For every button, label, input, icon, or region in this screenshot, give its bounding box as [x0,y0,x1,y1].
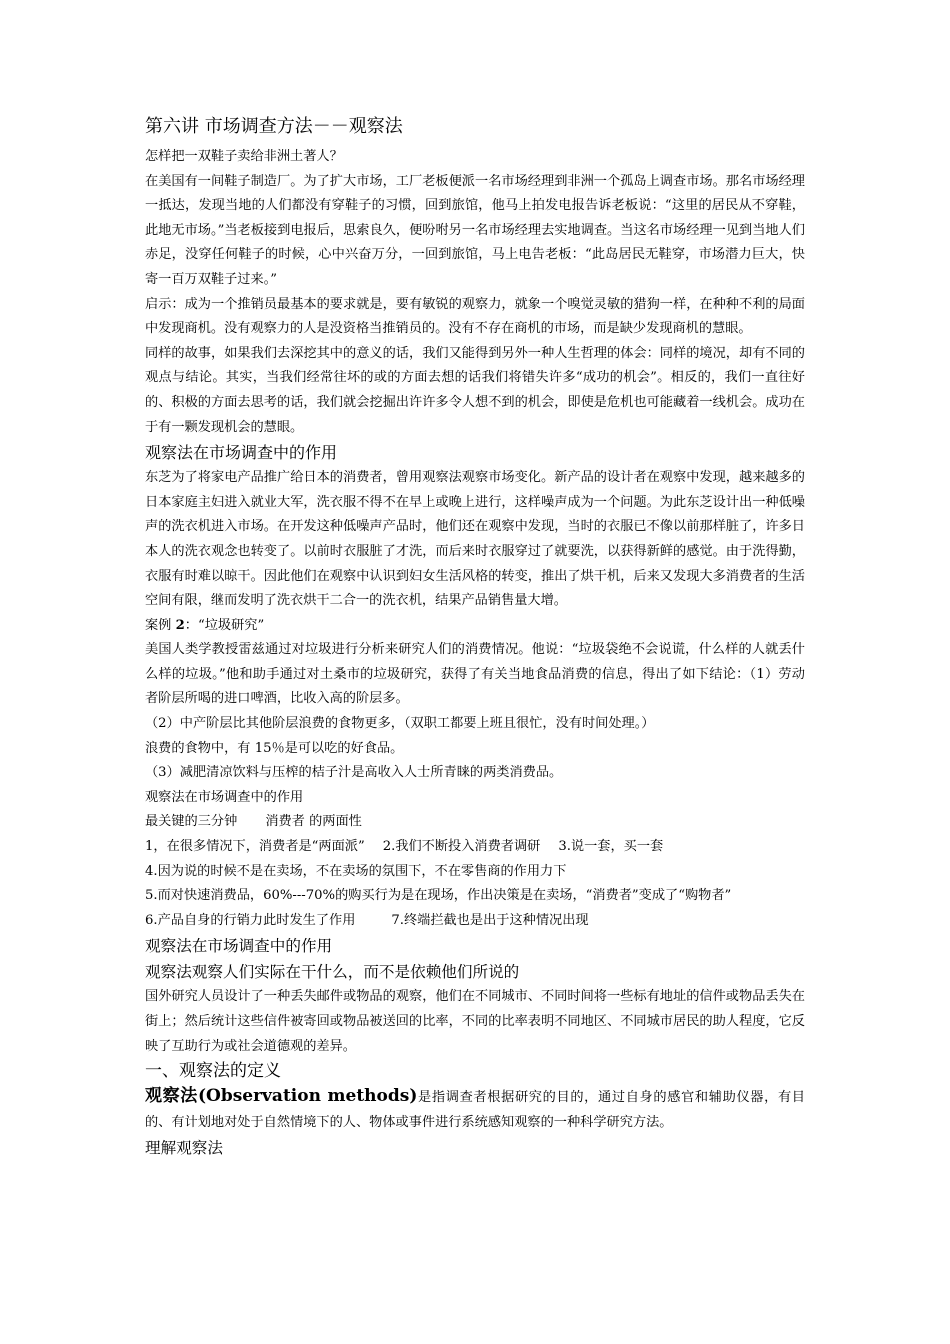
lost-mail-paragraph: 国外研究人员设计了一种丢失邮件或物品的观察，他们在不同城市、不同时间将一些标有地址的信件或物品丢失在街上；然后统计这些信件被寄回或物品被送回的比率，不同的比率表明不同地区、不同城市居民的助人程度，它反映了互助行为或社会道德观的差异。 [145,989,805,1054]
story-paragraph: 在美国有一间鞋子制造厂。为了扩大市场，工厂老板便派一名市场经理到非洲一个孤岛上调查市场。那名市场经理一抵达，发现当地的人们都没有穿鞋子的习惯，回到旅馆，他马上拍发电报告诉老板说：“这里的居民从不穿鞋，此地无市场。”当老板接到电报后，思索良久，便吩咐另一名市场经理去实地调查。当这名市场经理一见到当地人们赤足，没穿任何鞋子的时候，心中兴奋万分，一回到旅馆，马上电告老板：“此岛居民无鞋穿，市场潜力巨大，快寄一百万双鞋子过来。” [145,173,805,287]
section-heading-role-2: 观察法在市场调查中的作用 [145,789,304,805]
points-row-3 [145,909,805,934]
insight-paragraph: 启示：成为一个推销员最基本的要求就是，要有敏锐的观察力，就象一个嗅觉灵敏的猎狗一样，在种种不利的局面中发现商机。没有观察力的人是没资格当推销员的。没有不存在商机的市场，而是缺少发现商机的慧眼。 [145,296,805,337]
case2-label [145,614,805,639]
garbage-paragraph: 美国人类学教授雷兹通过对垃圾进行分析来研究人们的消费情况。他说：“垃圾袋绝不会说谎，什么样的人就丢什么样的垃圾。”他和助手通过对土桑市的垃圾研究，获得了有关当地食品消费的信息，得出了如下结论：（1）劳动者阶层所喝的进口啤酒，比收入高的阶层多。 [145,642,805,707]
case2-rest: ：“垃圾研究” [184,617,265,633]
section-heading-role: 观察法在市场调查中的作用 [145,443,338,463]
point-2: 2.我们不断投入消费者调研 [382,839,541,855]
intro-question: 怎样把一双鞋子卖给非洲土著人？ [145,149,343,164]
point-1: 1，在很多情况下，消费者是“两面派” [145,839,365,855]
page-title: 第六讲 市场调查方法－－观察法 [145,116,403,137]
duality-label: 消费者 的两面性 [265,814,362,830]
toshiba-paragraph: 东芝为了将家电产品推广给日本的消费者，曾用观察法观察市场变化。新产品的设计者在观察中发现，越来越多的日本家庭主妇进入就业大军，洗衣服不得不在早上或晚上进行，这样噪声成为一个问题。为此东芝设计出一种低噪声的洗衣机进入市场。在开发这种低噪声产品时，他们还在观察中发现，当时的衣服已不像以前那样脏了，许多日本人的洗衣观念也转变了。以前时衣服脏了才洗，而后来时衣服穿过了就要洗，以获得新鲜的感觉。由于洗得勤，衣服有时难以晾干。因此他们在观察中认识到妇女生活风格的转变，推出了烘干机，后来又发现大多消费者的生活空间有限，继而发明了洗衣烘干二合一的洗衣机，结果产品销售量大增。 [145,470,805,609]
point-4: 4.因为说的时候不是在卖场，不在卖场的氛围下，不在零售商的作用力下 [145,863,567,879]
definition-paragraph [145,1084,805,1135]
point-7: 7.终端拦截也是出于这种情况出现 [391,912,589,928]
three-minutes-label: 最关键的三分钟 [145,814,238,830]
points-row-1 [145,835,805,860]
section-subheading: 观察法观察人们实际在干什么，而不是依赖他们所说的 [145,963,520,982]
document-body [145,113,805,1162]
three-minutes-row [145,810,805,835]
finding-2: （2）中产阶层比其他阶层浪费的食物更多，（双职工都要上班且很忙，没有时间处理。） [145,716,655,732]
section-heading-role-3: 观察法在市场调查中的作用 [145,937,333,956]
finding-2b: 浪费的食物中，有 15％是可以吃的好食品。 [145,740,404,756]
reflection-paragraph: 同样的故事，如果我们去深挖其中的意义的话，我们又能得到另外一种人生哲理的体会：同样的境况，却有不同的观点与结论。其实，当我们经常往坏的或的方面去想的话我们将错失许多“成功的机会”。相反的，我们一直往好的、积极的方面去思考的话，我们就会挖掘出许许多令人想不到的机会，即使是危机也可能藏着一线机会。成功在于有一颗发现机会的慧眼。 [145,345,805,435]
finding-3: （3）减肥清凉饮料与压榨的桔子汁是高收入人士所青睐的两类消费品。 [145,765,563,781]
definition-heading: 一、观察法的定义 [145,1061,281,1082]
case2-prefix: 案例 [145,617,176,633]
point-6: 6.产品自身的行销力此时发生了作用 [145,912,356,928]
understand-heading: 理解观察法 [145,1139,223,1158]
point-3: 3.说一套，买一套 [558,839,664,855]
point-5: 5.而对快速消费品，60%---70%的购买行为是在现场，作出决策是在卖场，“消费者”变成了“购物者” [145,888,732,904]
definition-term: 观察法(Observation methods) [145,1086,418,1107]
case2-number: 2 [175,617,185,633]
definition-text: 是指调查者根据研究的目的，通过自身的感官和辅助仪器，有目的、有计划地对处于自然情境下的人、物体或事件进行系统感知观察的一种科学研究方法。 [145,1090,805,1131]
